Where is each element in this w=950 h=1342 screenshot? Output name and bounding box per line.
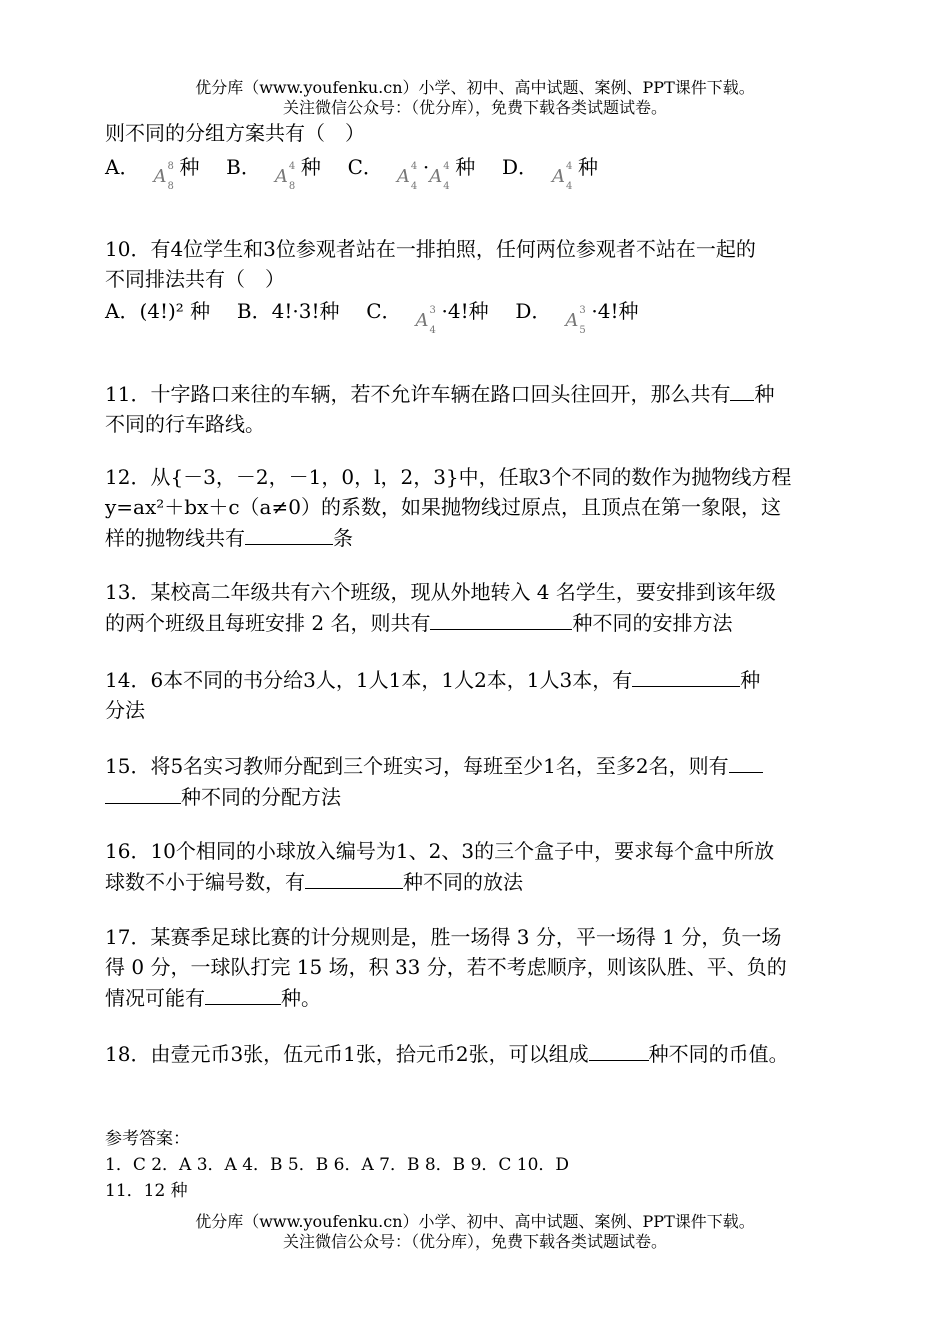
q10-option-d-label: D．: [515, 299, 552, 323]
q14: 14．6本不同的书分给3人，1人1本，1人2本，1人3本，有 种 分法: [105, 664, 850, 725]
q13-blank: [430, 607, 572, 630]
q9-options: A． A 8 8 种 B． A 4 8 种 C． A 4 4 · A 4 4 种 D． A 4 4 种: [105, 155, 599, 192]
q10-option-c-symbol: A 3 4: [415, 304, 436, 336]
q9-stem: 则不同的分组方案共有（ ）: [105, 121, 365, 145]
q9-option-b-symbol: A 4 8: [274, 160, 296, 192]
q15-blank-a: [729, 750, 763, 773]
q15: 15．将5名实习教师分配到三个班实习，每班至少1名，至多2名，则有 种不同的分配方法: [105, 750, 850, 812]
q16-blank: [305, 866, 403, 889]
q10-option-a: A．(4!)² 种: [105, 299, 211, 323]
q10-option-b: B．4!·3!种: [236, 299, 340, 323]
q10-stem: 10．有4位学生和3位参观者站在一排拍照，任何两位参观者不站在一起的 不同排法共有（ ）: [105, 237, 756, 291]
q9-option-d-symbol: A 4 4: [552, 160, 573, 192]
q12: 12．从{－3，－2，－1，0，l，2，3}中，任取3个不同的数作为抛物线方程 y=ax²＋bx＋c（a≠0）的系数，如果抛物线过原点，且顶点在第一象限，这 样的抛物线共有 条: [105, 465, 792, 550]
q12-blank: [245, 522, 333, 545]
q17-blank: [205, 982, 281, 1005]
q13: 13．某校高二年级共有六个班级，现从外地转入 4 名学生，要安排到该年级 的两个班级且每班安排 2 名，则共有 种不同的安排方法: [105, 580, 776, 635]
footer-line-1: 优分库（www.youfenku.cn）小学、初中、高中试题、案例、PPT课件下载。: [195, 1212, 755, 1231]
page-header: [0, 78, 950, 118]
q10-options: A．(4!)² 种 B．4!·3!种 C． A 3 4 ·4!种 D． A 3 5 ·4!种: [105, 299, 639, 336]
page-footer: [0, 1212, 950, 1252]
answer-section: [105, 1126, 569, 1204]
q17: 17．某赛季足球比赛的计分规则是，胜一场得 3 分，平一场得 1 分，负一场 得 0 分，一球队打完 15 场，积 33 分，若不考虑顺序，则该队胜、平、负的 情况可能有 种。: [105, 925, 787, 1010]
q9-option-c-symbol-2: A 4 4: [429, 160, 450, 192]
footer-line-2: 关注微信公众号：（优分库），免费下载各类试题试卷。: [282, 1232, 667, 1251]
q9-option-a-symbol: A 8 8: [153, 160, 174, 192]
q18-blank: [589, 1038, 649, 1061]
q9-option-a-label: A．: [105, 155, 140, 179]
q16: 16．10个相同的小球放入编号为1、2、3的三个盒子中，要求每个盒中所放 球数不小于编号数，有 种不同的放法: [105, 839, 775, 894]
q11: 11．十字路口来往的车辆，若不允许车辆在路口回头往回开，那么共有 种 不同的行车路线。: [105, 378, 850, 439]
answer-line-1: 1．C 2．A 3．A 4．B 5．B 6．A 7．B 8．B 9．C 10．D: [105, 1155, 570, 1175]
q11-blank: [730, 378, 754, 401]
q14-blank: [632, 664, 740, 687]
q10-option-c-label: C．: [366, 299, 402, 323]
answer-line-2: 11．12 种: [105, 1181, 188, 1201]
q10-option-d-symbol: A 3 5: [565, 304, 586, 336]
q9-option-b-label: B．: [226, 155, 261, 179]
q15-blank-b: [105, 781, 181, 804]
header-line-1: 优分库（www.youfenku.cn）小学、初中、高中试题、案例、PPT课件下载。: [195, 78, 755, 97]
q9-option-c-symbol-1: A 4 4: [396, 160, 418, 192]
q9-option-c-label: C．: [347, 155, 383, 179]
answer-title: 参考答案：: [105, 1129, 190, 1149]
header-line-2: 关注微信公众号：（优分库），免费下载各类试题试卷。: [282, 98, 667, 117]
q18: 18．由壹元币3张，伍元币1张，拾元币2张，可以组成 种不同的币值。: [105, 1038, 850, 1069]
q9-option-d-label: D．: [501, 155, 539, 179]
